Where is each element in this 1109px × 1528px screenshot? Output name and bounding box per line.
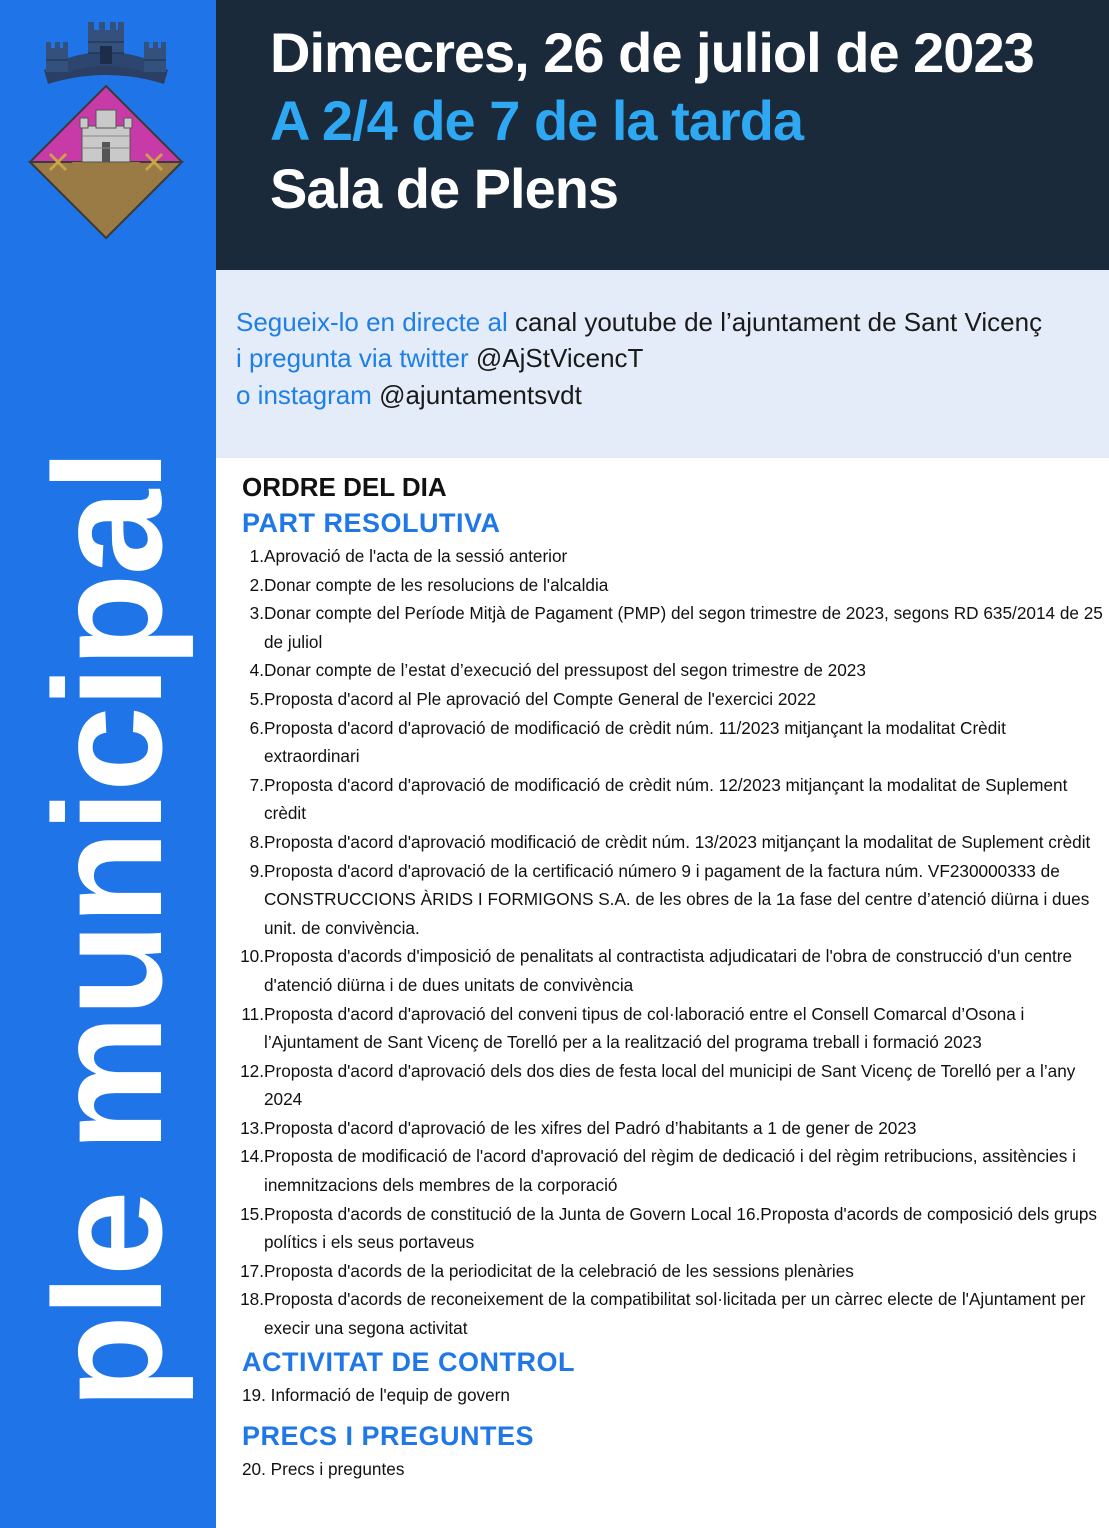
agenda: [242, 470, 1104, 1484]
agenda-item: 18. Proposta d'acords de reconeixement de la compatibilitat sol·licitada per un càrrec electe de l'Ajuntament per execir una segona activitat: [240, 1289, 1086, 1339]
section-heading-activitat-control: ACTIVITAT DE CONTROL: [242, 1346, 575, 1377]
instagram-handle: @ajuntamentsvdt: [379, 380, 582, 410]
follow-label: i pregunta via twitter: [236, 343, 469, 373]
agenda-item: 17. Proposta d'acords de la periodicitat de la celebració de les sessions plenàries: [240, 1260, 854, 1281]
agenda-item: 8. Proposta d'acord d'aprovació modificació de crèdit núm. 13/2023 mitjançant la modalitat de Suplement crèdit: [249, 831, 1091, 852]
event-date: Dimecres, 26 de juliol de 2023: [270, 21, 1034, 84]
vertical-title: ple municipal: [22, 450, 194, 1410]
agenda-item: 3. Donar compte del Període Mitjà de Pagament (PMP) del segon trimestre de 2023, segons RD 635/2014 de 25 de juliol: [249, 603, 1103, 652]
event-place: Sala de Plens: [270, 157, 619, 220]
agenda-item: 5. Proposta d'acord al Ple aprovació del Compte General de l'exercici 2022: [249, 688, 817, 709]
agenda-item-control: 19. Informació de l'equip de govern: [242, 1384, 510, 1405]
agenda-item: 9. Proposta d'acord d'aprovació de la certificació número 9 i pagament de la factura núm. VF230000333 de CONSTRUCCIONS ÀRIDS I FORMIGONS S.A. de les obres de la 1a fase del centre d’atenció diürna i dues unit. de convivència.: [249, 860, 1090, 938]
agenda-item: 6. Proposta d'acord d'aprovació de modificació de crèdit núm. 11/2023 mitjançant la modalitat Crèdit extraordinari: [249, 717, 1006, 767]
agenda-item: 13. Proposta d'acord d'aprovació de les xifres del Padró d’habitants a 1 de gener de 2023: [240, 1117, 917, 1138]
agenda-title: ORDRE DEL DIA: [242, 472, 447, 502]
agenda-item: 12. Proposta d'acord d'aprovació dels dos dies de festa local del municipi de Sant Vicenç de Torelló per a l’any 2024: [240, 1060, 1076, 1110]
event-header: [216, 0, 1109, 270]
mural-crown: [44, 22, 168, 84]
agenda-item: 2. Donar compte de les resolucions de l'alcaldia: [249, 574, 609, 595]
agenda-item: 15. Proposta d'acords de constitució de la Junta de Govern Local 16.Proposta d'acords de composició dels grups polítics i els seus portaveus: [240, 1203, 1098, 1253]
follow-label: Segueix-lo en directe al: [236, 307, 508, 337]
agenda-item: 1. Aprovació de l'acta de la sessió anterior: [249, 546, 568, 566]
follow-line-youtube: [236, 307, 1042, 338]
section-heading-precs: PRECS I PREGUNTES: [242, 1421, 535, 1452]
event-time: A 2/4 de 7 de la tarda: [270, 89, 804, 152]
agenda-item: 7. Proposta d'acord d'aprovació de modificació de crèdit núm. 12/2023 mitjançant la modalitat de Suplement crèdit: [249, 774, 1068, 824]
agenda-item: 10. Proposta d'acords d'imposició de penalitats al contractista adjudicatari de l'obra de construcció d'un centre d'atenció diürna i de dues unitats de convivència: [240, 946, 1073, 995]
sidebar-band: [0, 0, 216, 1528]
coat-of-arms-logo: [26, 10, 186, 240]
agenda-item-precs: 20. Precs i preguntes: [242, 1459, 405, 1480]
follow-line-instagram: [236, 380, 582, 411]
follow-panel: [216, 270, 1109, 458]
agenda-item: 4. Donar compte de l’estat d’execució del pressupost del segon trimestre de 2023: [249, 660, 866, 681]
follow-label: o instagram: [236, 380, 372, 410]
shield-diamond: [30, 86, 182, 238]
youtube-channel-text: canal youtube de l’ajuntament de Sant Vicenç: [514, 307, 1043, 337]
section-heading-part-resolutiva: PART RESOLUTIVA: [242, 508, 501, 538]
twitter-handle: @AjStVicencT: [475, 343, 644, 373]
agenda-item-list: [242, 542, 1104, 1343]
agenda-item: 11. Proposta d'acord d'aprovació del conveni tipus de col·laboració entre el Consell Comarcal d’Osona i l’Ajuntament de Sant Vicenç de Torelló per a la realització del programa treball i formació 2023: [241, 1003, 1025, 1053]
agenda-item: 14. Proposta de modificació de l'acord d'aprovació del règim de dedicació i del règim retribucions, assitències i inemnitzacions dels membres de la corporació: [240, 1146, 1076, 1196]
follow-line-twitter: [236, 343, 643, 374]
